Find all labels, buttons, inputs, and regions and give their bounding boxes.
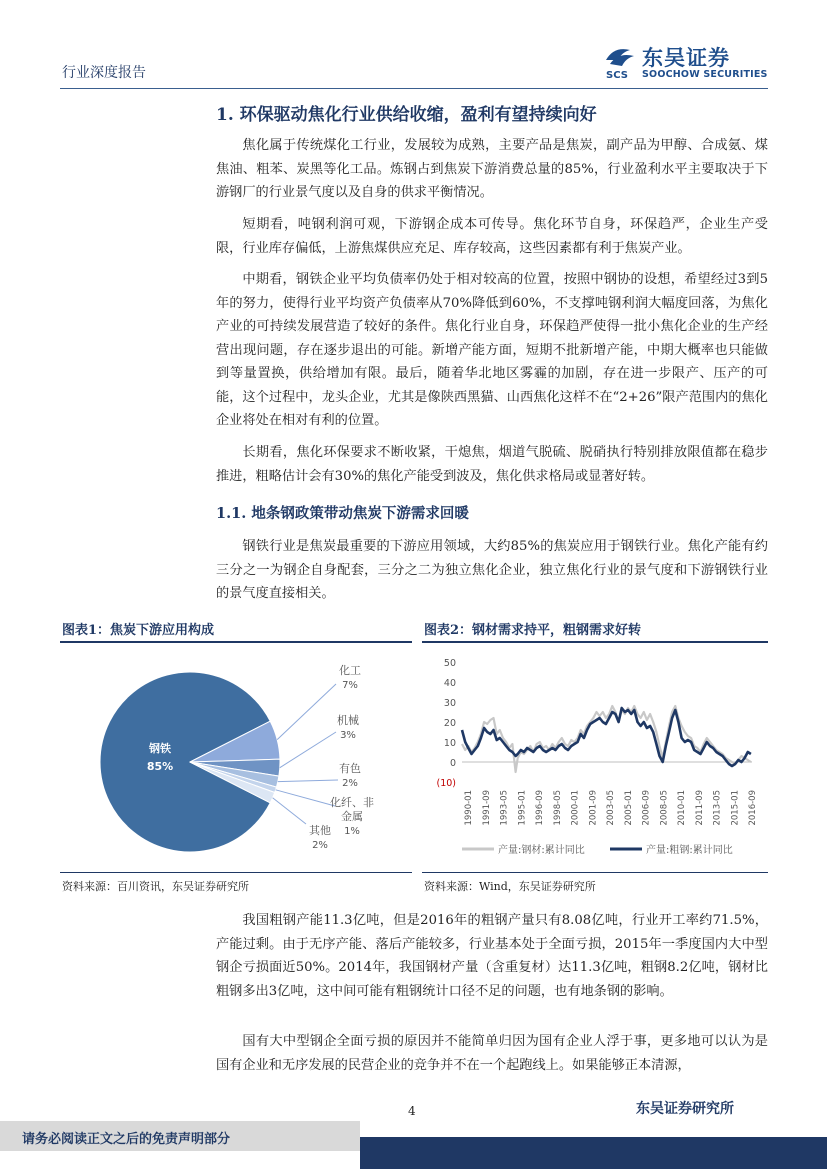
pie-chart (60, 648, 412, 870)
figure-1-bottom-rule (60, 872, 412, 873)
x-tick-label: 2000-01 (570, 790, 581, 826)
report-type-label: 行业深度报告 (62, 65, 146, 81)
figure-1-source: 资料来源：百川资讯，东吴证券研究所 (62, 880, 249, 893)
pie-leader-line (276, 790, 335, 806)
y-tick-label: 10 (443, 738, 456, 749)
section-1-1-title: 1.1. 地条钢政策带动焦炭下游需求回暖 (216, 505, 469, 522)
pie-leader-line (277, 684, 336, 740)
x-tick-label: 2001-09 (588, 790, 599, 826)
pie-leader-line (273, 798, 306, 824)
paragraph-4: 长期看，焦化环保要求不断收紧，干熄焦，烟道气脱硫、脱硝执行特别排放限值都在稳步推进，粗略估计会有30%的焦化产能受到波及，焦化供求格局或显著好转。 (216, 445, 768, 484)
paragraph-5: 钢铁行业是焦炭最重要的下游应用领域，大约85%的焦炭应用于钢铁行业。焦化产能有约三分之一为钢企自身配套，三分之二为独立焦化企业，独立焦化行业的景气度和下游钢铁行业的景气度直接相关。 (216, 539, 768, 601)
x-tick-label: 2005-01 (623, 790, 634, 826)
y-tick-label: 0 (449, 758, 456, 769)
paragraph-7: 国有大中型钢企全面亏损的原因并不能简单归因为国有企业人浮于事，更多地可以认为是国有企业和无序发展的民营企业的竞争并不在一个起跑线上。如果能够正本清源， (216, 1034, 768, 1073)
logo-chinese-name: 东吴证券 (642, 46, 730, 70)
legend-label-1: 产量:钢材:累计同比 (498, 845, 585, 856)
pie-leader-line (278, 780, 338, 782)
x-tick-label: 1991-09 (481, 790, 492, 826)
paragraph-6: 我国粗钢产能11.3亿吨，但是2016年的粗钢产量只有8.08亿吨，行业开工率约71.5%，产能过剩。由于无序产能、落后产能较多，行业基本处于全面亏损，2015年一季度国内大中型钢企亏损面近50%。2014年，我国钢材产量（含重复材）达11.3亿吨，粗钢8.2亿吨，钢材比粗钢多出3亿吨，这中间可能有粗钢统计口径不足的问题，也有地条钢的影响。 (216, 913, 768, 999)
pie-callout-name: 其他 (309, 824, 331, 837)
x-tick-label: 2010-01 (677, 790, 687, 826)
pie-callout-name: 机械 (337, 714, 359, 727)
paragraph-2: 短期看，吨钢利润可观，下游钢企成本可传导。焦化环节自身，环保趋严，企业生产受限，行业库存偏低，上游焦煤供应充足、库存较高，这些因素都有利于焦炭产业。 (216, 217, 768, 256)
figure-2-title: 图表2：钢材需求持平，粗钢需求好转 (424, 623, 642, 638)
figure-2-source: 资料来源：Wind，东吴证券研究所 (424, 880, 596, 893)
line-chart (422, 648, 768, 870)
pie-leader-line (280, 732, 336, 768)
x-tick-label: 2006-09 (641, 790, 652, 826)
y-tick-label: 40 (443, 678, 456, 689)
x-tick-label: 1995-01 (517, 790, 528, 826)
footer-institute: 东吴证券研究所 (636, 1101, 734, 1117)
legend-label-2: 产量:粗钢:累计同比 (646, 845, 733, 856)
y-tick-label: (10) (436, 778, 456, 789)
x-tick-label: 2003-05 (606, 790, 616, 826)
x-tick-label: 1996-09 (535, 790, 545, 826)
footer-band (360, 1137, 827, 1169)
section-1-title: 1. 环保驱动焦化行业供给收缩，盈利有望持续向好 (216, 105, 597, 125)
y-tick-label: 30 (443, 698, 456, 709)
pie-callout-name: 化工 (339, 664, 361, 677)
figure-2-top-rule (422, 641, 768, 643)
pie-callout-value: 2% (342, 778, 358, 789)
header-divider (60, 88, 768, 89)
x-tick-label: 1998-05 (552, 790, 563, 826)
logo-english-name: SOOCHOW SECURITIES (642, 69, 768, 80)
pie-callout-value: 2% (312, 840, 328, 851)
pie-callout-name-2: 金属 (341, 810, 363, 823)
figure-2-bottom-rule (422, 872, 768, 873)
x-tick-label: 1990-01 (464, 790, 474, 826)
company-logo (600, 42, 770, 84)
pie-callout-name: 化纤、非 (330, 796, 374, 809)
page-number: 4 (408, 1104, 416, 1118)
pie-callout-value: 3% (340, 730, 356, 741)
pie-callout-value: 1% (344, 826, 360, 837)
logo-mark-icon (600, 42, 640, 82)
pie-callout-name: 有色 (339, 762, 361, 775)
y-tick-label: 50 (443, 658, 456, 669)
x-tick-label: 2013-05 (712, 790, 723, 826)
x-tick-label: 1993-05 (499, 790, 510, 826)
paragraph-3: 中期看，钢铁企业平均负债率仍处于相对较高的位置，按照中钢协的设想，希望经过3到5年的努力，使得行业平均资产负债率从70%降低到60%，不支撑吨钢利润大幅度回落，为焦化产业的可持续发展营造了较好的条件。焦化行业自身，环保趋严使得一批小焦化企业的生产经营出现问题，存在逐步退出的可能。新增产能方面，短期不批新增产能，中期大概率也只能做到等量置换，供给增加有限。最后，随着华北地区雾霾的加剧，存在进一步限产、压产的可能，这个过程中，龙头企业，尤其是像陕西黑猫、山西焦化这样不在“2+26”限产范围内的焦化企业将处在相对有利的位置。 (216, 272, 768, 428)
paragraph-1: 焦化属于传统煤化工行业，发展较为成熟，主要产品是焦炭，副产品为甲醇、合成氨、煤焦油、粗苯、炭黑等化工品。炼钢占到焦炭下游消费总量的85%，行业盈利水平主要取决于下游钢厂的行业景气度以及自身的供求平衡情况。 (216, 138, 768, 200)
figure-1-title: 图表1：焦炭下游应用构成 (62, 623, 215, 638)
footer-disclaimer: 请务必阅读正文之后的免责声明部分 (22, 1132, 231, 1147)
logo-mark-text: SCS (606, 70, 628, 81)
pie-label-steel-name: 钢铁 (149, 742, 171, 755)
y-tick-label: 20 (443, 718, 456, 729)
x-tick-label: 2008-05 (659, 790, 670, 826)
x-tick-label: 2011-09 (694, 790, 705, 826)
x-tick-label: 2016-09 (748, 790, 758, 826)
x-tick-label: 2015-01 (730, 790, 741, 826)
pie-callout-value: 7% (342, 680, 358, 691)
pie-label-steel-value: 85% (146, 760, 174, 773)
figure-1-top-rule (60, 641, 412, 643)
